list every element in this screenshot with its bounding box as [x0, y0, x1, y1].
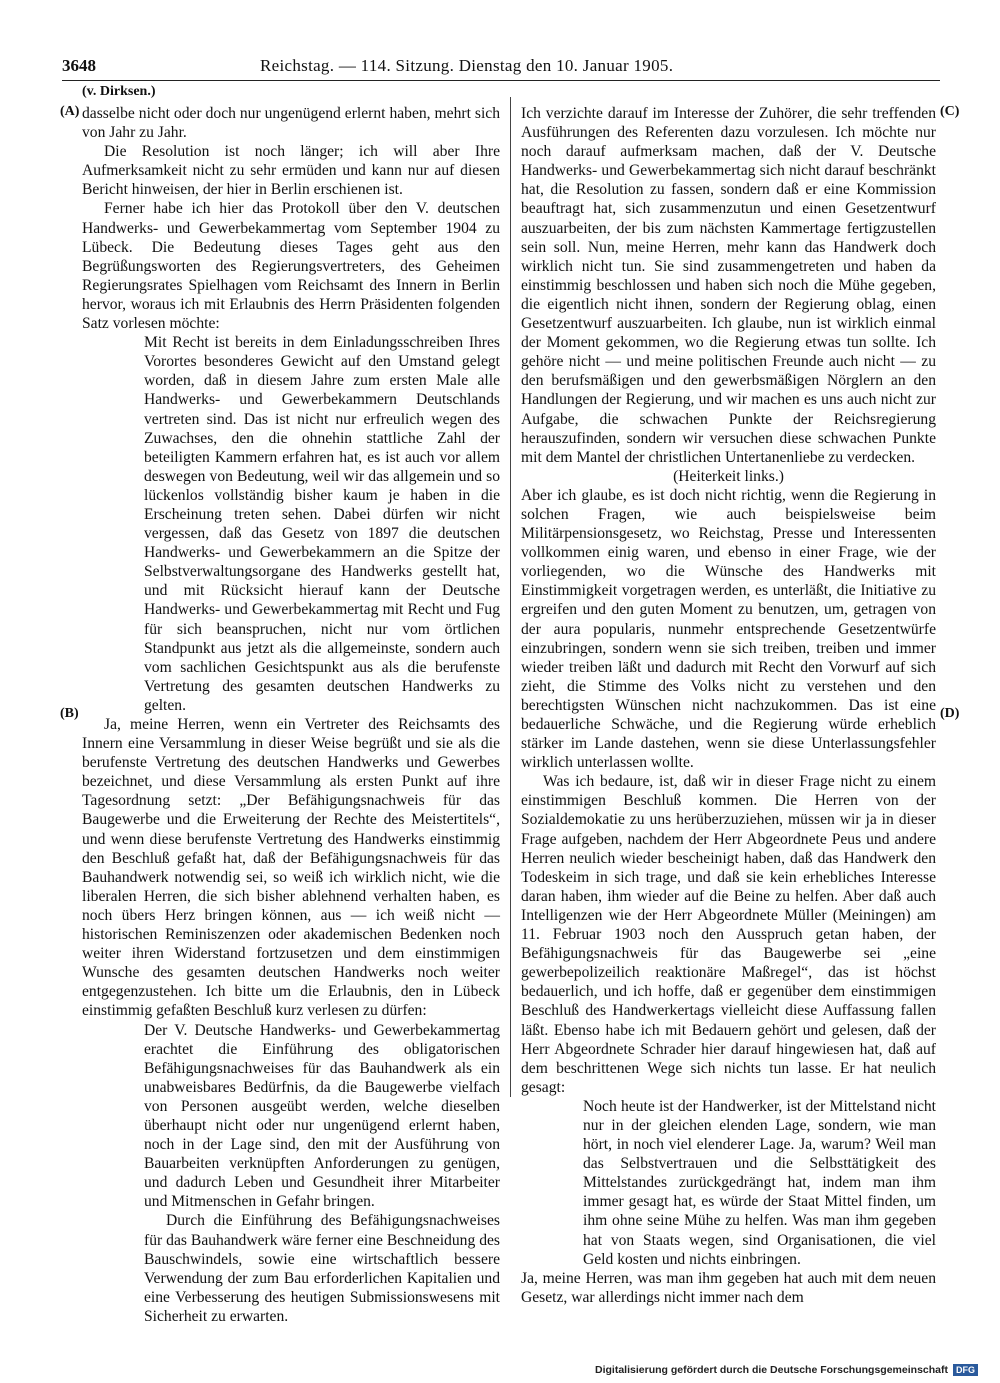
- left-column: [82, 104, 500, 1326]
- speaker-label: (v. Dirksen.): [82, 84, 156, 99]
- page-number: 3648: [62, 56, 96, 75]
- header-rule: [62, 80, 940, 81]
- interjection: (Heiterkeit links.): [673, 467, 784, 485]
- paragraph: Ja, meine Herren, wenn ein Vertreter des Reichsamts des Innern eine Versammlung in dieser Weise begrüßt und sie als die berufenste Vertretung des deutschen Handwerks und Gewerbes bezeichnet, und diese Versammlung als ersten Punkt auf ihre Tagesordnung setzt: „Der Befähigungsnachweis für das Baugewerbe und die Erweiterung der Rechte des Meistertitels“, und wenn diese berufenste Vertretung des Handwerks einstimmig den Beschluß gefaßt hat, daß der Befähigungsnachweis für das Bauhandwerk notwendig sei, so weiß ich wirklich nicht, wie die liberalen Herren, die sich bisher ablehnend verhalten haben, es noch übers Herz bringen können, aus — ich weiß nicht — historischen Reminiszenzen oder akademischen Bedenken noch weiter ihren Widerstand fortzusetzen und dem einstimmigen Wunsche des gesamten deutschen Handwerks noch weiter entgegenzustehen. Ich bitte um die Erlaubnis, den in Lübeck einstimmig gefaßten Beschluß kurz verlesen zu dürfen:: [82, 716, 500, 1020]
- right-column: [521, 104, 936, 1307]
- block-quote: Mit Recht ist bereits in dem Einladungsschreiben Ihres Vorortes besonderes Gewicht auf den Umstand gelegt worden, daß in diesem Jahre zum ersten Male alle Handwerks- und Gewerbekammern Deutschlands vertreten sind. Das ist nicht nur erfreulich wegen des Zuwachses, den die ohnehin stattliche Zahl der beteiligten Kammern erfahren hat, es ist auch vor allem deswegen von Bedeutung, weil wir das allgemein und so lückenlos vollständig bisher kaum je haben in die Erscheinung treten sehen. Dabei dürfen wir nicht vergessen, daß das Gesetz von 1897 die deutschen Handwerks- und Gewerbekammern an die Spitze der Selbstverwaltungsorgane des Handwerks gestellt hat, und mit Rücksicht hierauf kann der Deutsche Handwerks- und Gewerbekammertag mit Recht und Fug für sich beanspruchen, nicht nur vom örtlichen Standpunkt aus jetzt als die allgemeinste, sondern auch vom sachlichen Gesichtspunkt aus als die berufenste Vertretung des gesamten deutschen Handwerks zu gelten.: [144, 334, 500, 714]
- block-quote: Noch heute ist der Handwerker, ist der Mittelstand nicht nur in der gleichen elenden Lage, sondern, wie man hört, in noch viel elenderer Lage. Ja, warum? Weil man das Selbstvertrauen und die Selbsttätigkeit des Mittelstandes zurückgedrängt hat, indem man ihm immer gesagt hat, es würde der Staat Mittel finden, um ihm ohne seine Mühe zu helfen. Was man ihm gegeben hat von Staats wegen, sind Organisationen, die viel Geld kosten und nichts einbringen.: [583, 1097, 936, 1268]
- paragraph: Ich verzichte darauf im Interesse der Zuhörer, die sehr treffenden Ausführungen des Referenten dazu vorzulesen. Ich möchte nur noch darauf aufmerksam machen, daß der V. Deutsche Handwerks- und Gewerbekammertag sich nicht darauf beschränkt hat, die Resolution zu fassen, sondern daß er eine Kommission beauftragt hat, sich zusammenzutun und einen Gesetzentwurf auszuarbeiten, der bis zum nächsten Kammertage fertigzustellen sein soll. Nun, meine Herren, mehr kann das Handwerk doch wirklich nicht tun. Sie sind zusammengetreten und haben da einstimmig beschlossen und haben sich noch die Mühe gegeben, die eigentlich nicht ihnen, sondern der Regierung oblag, einen Gesetzentwurf auszuarbeiten. Ich glaube, nun ist wirklich einmal der Moment gekommen, wo die Regierung etwas tun sollte. Ich gehöre nicht — und meine politischen Freunde auch nicht — zu den berufsmäßigen und den gewerbsmäßigen Nörglern an den Handlungen der Regierung, und wir machen es uns auch nicht zur Aufgabe, die schwachen Punkte der Reichsregierung herauszufinden, sondern wir versuchen diese schwachen Punkte mit dem Mantel der christlichen Untertanenliebe zu verdecken.: [521, 105, 936, 466]
- page-header: [62, 56, 942, 80]
- footer-text: Digitalisierung gefördert durch die Deutsche Forschungsgemeinschaft: [595, 1364, 948, 1376]
- paragraph: dasselbe nicht oder doch nur ungenügend erlernt haben, mehrt sich von Jahr zu Jahr.: [82, 105, 500, 142]
- running-head: Reichstag. — 114. Sitzung. Dienstag den 10. Januar 1905.: [260, 56, 674, 75]
- footer: [595, 1364, 978, 1376]
- block-quote: Der V. Deutsche Handwerks- und Gewerbekammertag erachtet die Einführung des obligatorischen Befähigungsnachweises für das Bauhandwerk als ein unabweisbares Bedürfnis, da die Baugewerbe vielfach von Personen ausgeübt werden, welche dieselben überhaupt nicht oder nur ungenügend erlernt haben, noch in der Lage sind, den mit der Ausführung von Bauarbeiten verknüpften Anforderungen zu genügen, und dadurch Leben und Gesundheit ihrer Mitarbeiter und Mitmenschen in Gefahr bringen.: [144, 1021, 500, 1211]
- block-quote: Durch die Einführung des Befähigungsnachweises für das Bauhandwerk wäre ferner eine Beschneidung des Bauschwindels, sowie eine wirtschaftlich bessere Verwendung der zum Bau erforderlichen Kapitalien und eine Verbesserung des heutigen Submissionswesens mit Sicherheit zu erwarten.: [144, 1212, 500, 1325]
- paragraph: Die Resolution ist noch länger; ich will aber Ihre Aufmerksamkeit nicht zu sehr ermüden und kann nur auf diesen Bericht hinweisen, der hier in Berlin erschienen ist.: [82, 143, 500, 199]
- paragraph: Ferner habe ich hier das Protokoll über den V. deutschen Handwerks- und Gewerbekammertag vom September 1904 zu Lübeck. Die Bedeutung dieses Tages geht aus den Begrüßungsworten des Regierungsvertreters, des Geheimen Regierungsrates Spielhagen vom Reichsamt des Innern in Berlin hervor, woraus ich mit Erlaubnis des Herrn Präsidenten folgenden Satz vorlesen möchte:: [82, 200, 500, 333]
- paragraph: Was ich bedaure, ist, daß wir in dieser Frage nicht zu einem einstimmigen Beschluß kommen. Die Herren von der Sozialdemokatie zu uns herüberzuziehen, müssen wir ja in dieser Frage aufgeben, nachdem der Herr Abgeordnete Peus und andere Herren neulich wieder bescheinigt haben, daß das Handwerk den Todeskeim in sich trage, und daß sie kein erhebliches Interesse daran haben, ihm wieder auf die Beine zu helfen. Aber daß auch Intelligenzen wie der Herr Abgeordnete Müller (Meiningen) am 11. Februar 1903 noch den Ausspruch getan haben, der Befähigungsnachweis für das Baugewerbe sei „eine gewerbepolizeilich reaktionäre Maßregel“, das ist höchst bedauerlich, und ich hoffe, daß er gegenüber dem einstimmigen Beschluß des Handwerkertags vielleicht diese Auffassung fallen läßt. Ebenso habe ich mit Bedauern gehört und gelesen, daß der Herr Abgeordnete Schrader hier darauf hingewiesen hat, daß auf dem beschrittenen Wege sich nichts tun lasse. Er hat neulich gesagt:: [521, 773, 936, 1096]
- paragraph: Aber ich glaube, es ist doch nicht richtig, wenn die Regierung in solchen Fragen, wie auch beispielsweise beim Militärpensionsgesetz, wo Reichstag, Presse und Interessenten vollkommen einig waren, und ebenso in einer Frage, wie der vorliegenden, wo die Wünsche des Handwerks mit Einstimmigkeit vorgetragen werden, es unterläßt, die Initiative zu ergreifen und den guten Moment zu benutzen, um, getragen von der aura popularis, nunmehr entsprechende Gesetzentwürfe einzubringen, sondern wenn sie sich treiben, treiben und immer wieder treiben läßt und dadurch mit Recht den Vorwurf auf sich zieht, die Stimme des Volks nicht zu verstehen und den berechtigsten Wünschen nicht nachzukommen. Das ist eine bedauerliche Schwäche, und die Regierung würde erheblich stärker im Lande dastehen, wenn sie diese Unterlassungsfehler wirklich unterlassen wollte.: [521, 486, 936, 772]
- margin-marker-a: (A): [60, 104, 80, 119]
- margin-marker-b: (B): [60, 706, 79, 721]
- column-divider: [510, 97, 511, 1097]
- paragraph: Ja, meine Herren, was man ihm gegeben hat auch mit dem neuen Gesetz, war allerdings nicht immer nach dem: [521, 1269, 936, 1306]
- margin-marker-c: (C): [940, 104, 960, 119]
- dfg-logo: DFG: [953, 1364, 978, 1376]
- margin-marker-d: (D): [940, 706, 960, 721]
